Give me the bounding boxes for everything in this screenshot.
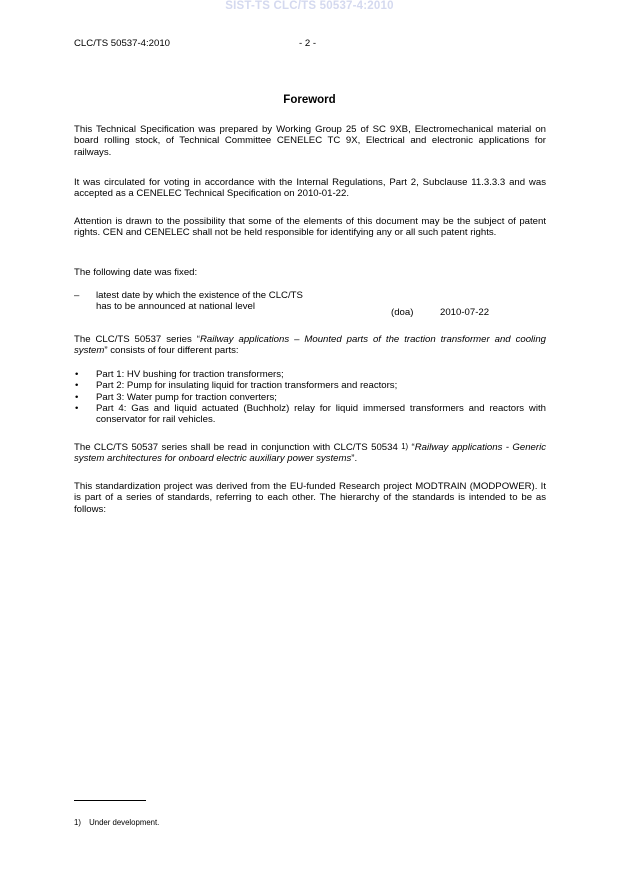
list-item <box>74 403 546 426</box>
paragraph-text: Attention is drawn to the possibility that some of the elements of this document may be the subject of patent rights. CEN and CENELEC shall not be held responsible for identifying any or all such patent rights. <box>74 216 546 239</box>
footnote-text: Under development. <box>89 818 160 827</box>
date-item-date: 2010-07-22 <box>440 307 490 318</box>
watermark: SIST-TS CLC/TS 50537-4:2010 <box>225 0 394 12</box>
paragraph-text <box>74 334 546 357</box>
paragraph-prepared-by <box>74 124 546 158</box>
paragraph-modtrain <box>74 481 546 515</box>
list-item-text: Part 3: Water pump for traction converters; <box>96 391 277 403</box>
footnote-mark: 1) <box>74 818 81 827</box>
list-item-text: Part 1: HV bushing for traction transformers; <box>96 369 284 380</box>
date-item-code: (doa) <box>391 307 414 318</box>
paragraph-patent-rights <box>74 216 546 239</box>
conjunction-post: ”. <box>351 453 358 465</box>
page-title: Foreword <box>283 94 336 106</box>
list-item <box>74 369 546 380</box>
paragraph-text: This standardization project was derived from the EU-funded Research project MODTRAIN (MODPOWER). It is part of a series of standards, referring to each other. The hierarchy of the standards is intended to be as follows: <box>74 481 546 515</box>
paragraph-date-fixed <box>74 267 546 278</box>
bullet-dot: • <box>75 391 79 403</box>
paragraph-text <box>74 441 546 465</box>
header-page-number: - 2 - <box>299 38 317 49</box>
date-item-description <box>96 290 303 313</box>
list-item <box>74 392 546 403</box>
bullet-dot: • <box>75 369 79 380</box>
series-title: Railway applications – Mounted parts of the traction transformer and cooling system <box>74 334 546 357</box>
bullet-dot: • <box>75 402 79 414</box>
paragraph-conjunction <box>74 441 546 465</box>
list-item-text: Part 4: Gas and liquid actuated (Buchholz) relay for liquid immersed transformers and reactors with conservator for rail vehicles. <box>96 402 546 426</box>
date-item-dash: – <box>74 290 80 301</box>
date-item-line-2: has to be announced at national level <box>96 301 255 313</box>
series-post: ” consists of four different parts: <box>104 345 239 357</box>
footnote-reference: 1) <box>401 442 409 451</box>
paragraph-text: It was circulated for voting in accordance with the Internal Regulations, Part 2, Subclause 11.3.3.3 and was accepted as a CENELEC Technical Specification on 2010-01-22. <box>74 177 546 200</box>
paragraph-voting <box>74 177 546 200</box>
conjunction-open-quote: “ <box>408 442 415 453</box>
footnote-separator <box>74 800 146 801</box>
paragraph-text: This Technical Specification was prepared by Working Group 25 of SC 9XB, Electromechanical material on board rolling stock, of Technical Committee CENELEC TC 9X, Electrical and electronic applications for railways. <box>74 124 546 158</box>
conjunction-title: Railway applications - Generic system architectures for onboard electric auxiliary power systems <box>74 442 546 465</box>
paragraph-series <box>74 334 546 357</box>
list-item <box>74 380 546 391</box>
parts-list <box>74 369 546 425</box>
conjunction-pre: The CLC/TS 50537 series shall be read in conjunction with CLC/TS 50534 <box>74 442 398 453</box>
date-item-line-1: latest date by which the existence of the CLC/TS <box>96 290 303 301</box>
bullet-dot: • <box>75 380 79 392</box>
footnote <box>74 818 159 827</box>
list-item-text: Part 2: Pump for insulating liquid for traction transformers and reactors; <box>96 380 398 392</box>
header-doc-id: CLC/TS 50537-4:2010 <box>74 38 170 49</box>
series-pre: The CLC/TS 50537 series “ <box>74 334 200 345</box>
paragraph-text: The following date was fixed: <box>74 267 198 278</box>
